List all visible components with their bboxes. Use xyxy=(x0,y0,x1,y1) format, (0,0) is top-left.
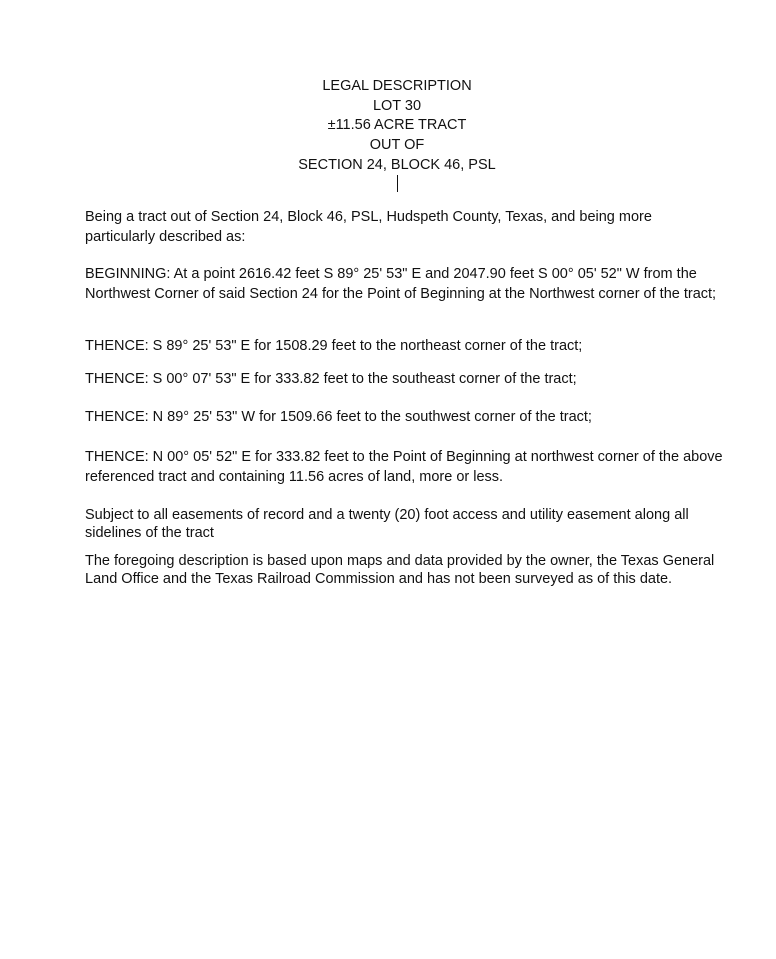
beginning-paragraph: BEGINNING: At a point 2616.42 feet S 89° 25' 53" E and 2047.90 feet S 00° 05' 52" W from the Northwest Corner of said Section 24 for the Point of Beginning at the Northwest corner of the tract; xyxy=(85,266,717,302)
title-out-of: OUT OF xyxy=(369,137,425,154)
text-cursor xyxy=(397,175,398,192)
thence-paragraph-3: THENCE: N 89° 25' 53" W for 1509.66 feet to the southwest corner of the tract; xyxy=(85,409,592,425)
thence-paragraph-1: THENCE: S 89° 25' 53" E for 1508.29 feet to the northeast corner of the tract; xyxy=(85,338,583,354)
foregoing-paragraph: The foregoing description is based upon maps and data provided by the owner, the Texas General Land Office and the Texas Railroad Commission and has not been surveyed as of this date. xyxy=(85,553,715,587)
title-legal-description: LEGAL DESCRIPTION xyxy=(322,78,472,94)
title-lot: LOT 30 xyxy=(372,97,422,114)
easements-paragraph: Subject to all easements of record and a twenty (20) foot access and utility easement along all sidelines of the tract xyxy=(85,507,689,541)
thence-paragraph-4: THENCE: N 00° 05' 52" E for 333.82 feet to the Point of Beginning at northwest corner of the above referenced tract and containing 11.56 acres of land, more or less. xyxy=(85,449,723,485)
title-block xyxy=(0,77,776,176)
title-section: SECTION 24, BLOCK 46, PSL xyxy=(298,156,496,173)
intro-paragraph: Being a tract out of Section 24, Block 46, PSL, Hudspeth County, Texas, and being more particularly described as: xyxy=(85,209,652,245)
thence-paragraph-2: THENCE: S 00° 07' 53" E for 333.82 feet to the southeast corner of the tract; xyxy=(85,371,577,387)
title-acreage: ±11.56 ACRE TRACT xyxy=(327,117,467,134)
